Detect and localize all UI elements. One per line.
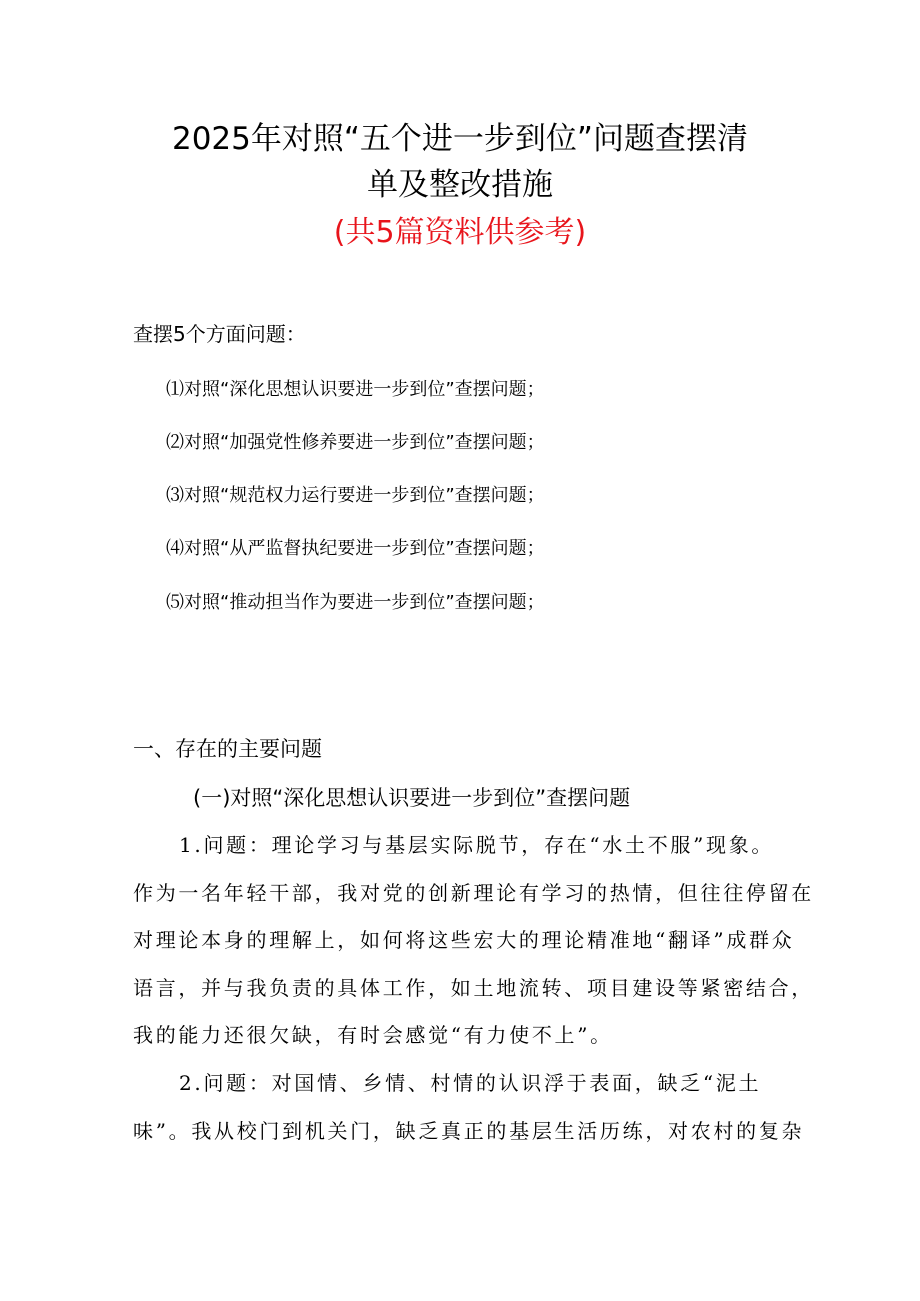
paragraph-line: 语言，并与我负责的具体工作，如土地流转、项目建设等紧密结合， <box>133 975 814 1000</box>
paragraph-line: 我的能力还很欠缺，有时会感觉“有力使不上”。 <box>133 1023 613 1048</box>
list-item: ⑶对照“规范权力运行要进一步到位”查摆问题； <box>166 485 545 506</box>
paragraph-line: 2.问题：对国情、乡情、村情的认识浮于表面，缺乏“泥土 <box>179 1071 762 1095</box>
document-title-line-1: 2025年对照“五个进一步到位”问题查摆清 <box>171 121 748 157</box>
paragraph-2 <box>133 1060 805 1155</box>
list-item: ⑷对照“从严监督执纪要进一步到位”查摆问题； <box>166 538 545 559</box>
document-subtitle: (共5篇资料供参考) <box>333 215 587 250</box>
document-title-line-2: 单及整改措施 <box>367 167 553 203</box>
paragraph-line: 味”。我从校门到机关门，缺乏真正的基层生活历练，对农村的复杂 <box>133 1118 805 1143</box>
paragraph-1 <box>133 822 814 1060</box>
paragraph-line: 对理论本身的理解上，如何将这些宏大的理论精准地“翻译”成群众 <box>133 928 795 953</box>
list-item: ⑵对照“加强党性修养要进一步到位”查摆问题； <box>166 432 545 453</box>
list-item: ⑴对照“深化思想认识要进一步到位”查摆问题； <box>166 379 545 400</box>
section-heading: 一、存在的主要问题 <box>133 737 322 761</box>
paragraph-line: 1.问题：理论学习与基层实际脱节，存在“水土不服”现象。 <box>179 833 775 857</box>
intro-text: 查摆5个方面问题： <box>133 322 306 346</box>
paragraph-line: 作为一名年轻干部，我对党的创新理论有学习的热情，但往往停留在 <box>133 880 814 905</box>
list-item: ⑸对照“推动担当作为要进一步到位”查摆问题； <box>166 592 545 613</box>
subsection-heading: (一)对照“深化思想认识要进一步到位”查摆问题 <box>193 786 631 810</box>
